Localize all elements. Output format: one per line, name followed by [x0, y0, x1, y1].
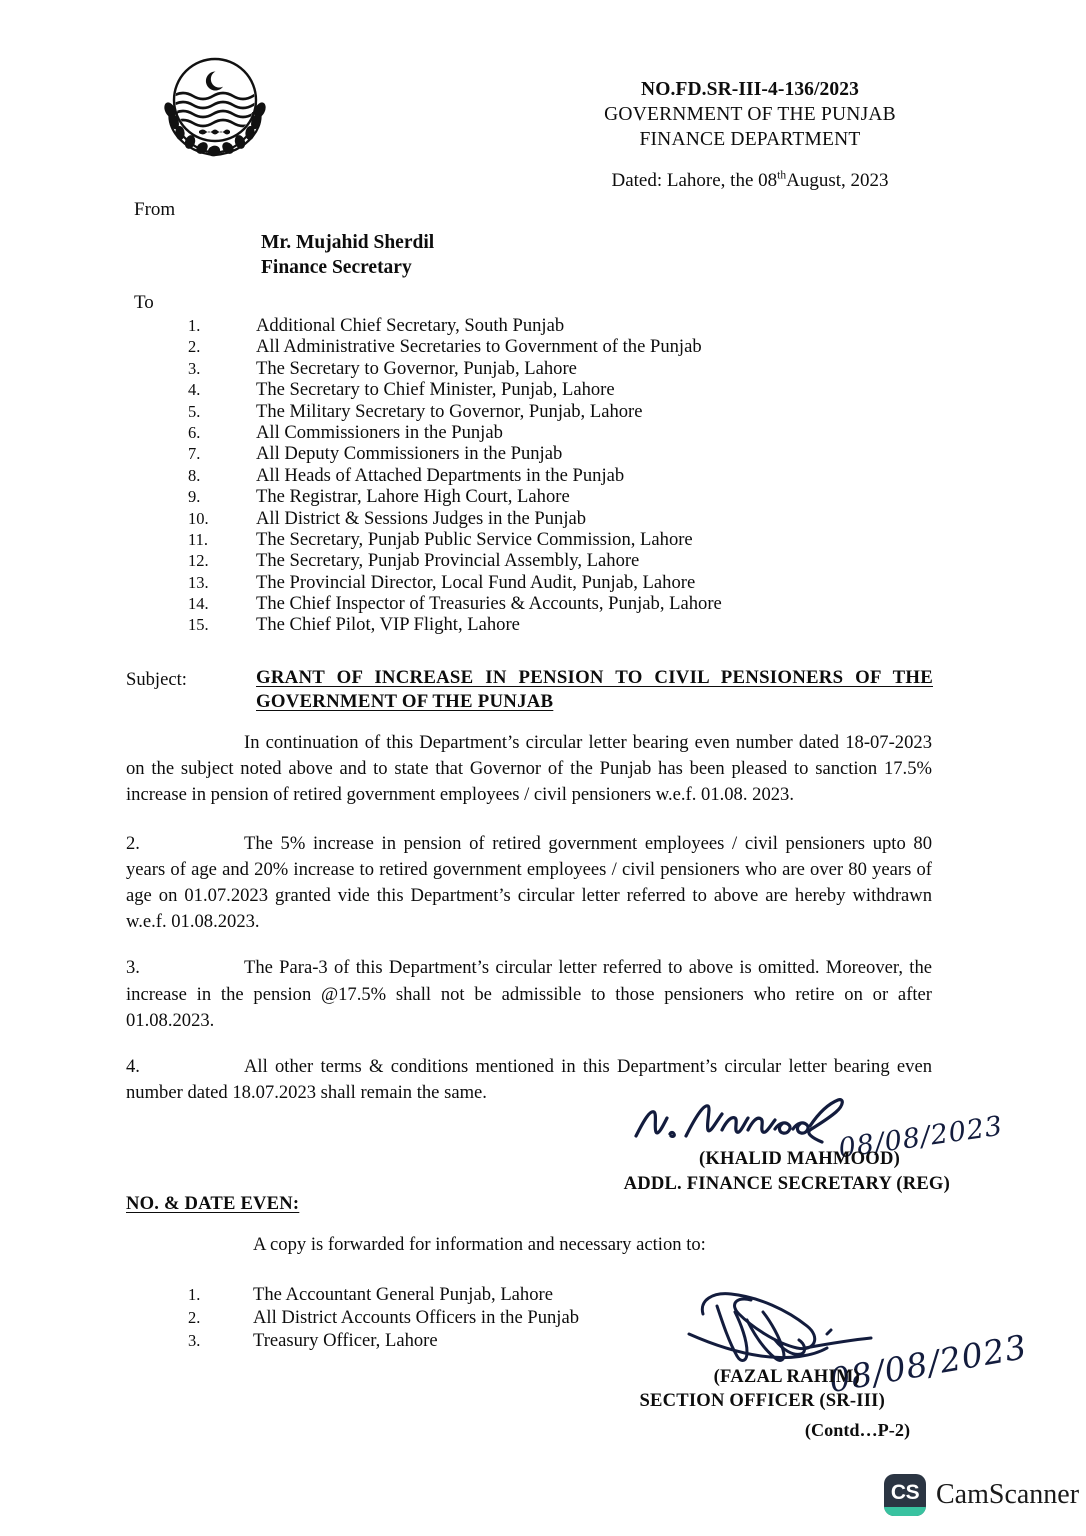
list-item-number: 4.	[188, 380, 201, 400]
paragraph-text: All other terms & conditions mentioned in this Department’s circular letter bearing even number dated 18.07.2023 shall remain the same.	[126, 1056, 932, 1104]
paragraph-3	[126, 955, 932, 1034]
subject-text	[256, 666, 933, 714]
signatory-designation: SECTION OFFICER (SR-III)	[639, 1390, 885, 1411]
paragraph-text: In continuation of this Department’s circular letter bearing even number dated 18-07-2023 on the subject noted above and to state that Governor of the Punjab has been pleased to sanction 17.5% increase in pension of retired government employees / civil pensioners w.e.f. 01.08. 2023.	[126, 732, 932, 806]
list-item-number: 14.	[188, 594, 209, 614]
paragraph-number: 3.	[126, 957, 140, 979]
reference-number: NO.FD.SR-III-4-136/2023	[641, 79, 859, 100]
list-item	[188, 312, 1008, 336]
paragraph-2	[126, 831, 932, 936]
list-item-label: All Administrative Secretaries to Government of the Punjab	[256, 336, 702, 358]
list-item-label: All Heads of Attached Departments in the Punjab	[256, 464, 625, 486]
camscanner-logo-icon	[884, 1474, 926, 1516]
camscanner-logo-bar	[884, 1507, 926, 1516]
paragraph-text: The Para-3 of this Department’s circular letter referred to above is omitted. Moreover, the increase in the pension @17.5% shall not be admissible to those pensioners who retire on or after 01.08.2023.	[126, 957, 932, 1031]
list-item	[188, 419, 1008, 443]
document-header	[470, 78, 1030, 193]
from-name: Mr. Mujahid Sherdil	[261, 232, 435, 253]
list-item-number: 13.	[188, 572, 209, 592]
date-prefix: Dated: Lahore, the 08	[611, 169, 778, 191]
list-item-label: The Provincial Director, Local Fund Audit, Punjab, Lahore	[256, 571, 696, 593]
date-ordinal: th	[777, 169, 787, 182]
list-item-number: 2.	[188, 337, 201, 357]
list-item-label: The Accountant General Punjab, Lahore	[253, 1284, 553, 1305]
list-item-label: The Secretary, Punjab Public Service Commission, Lahore	[256, 528, 693, 550]
list-item-number: 1.	[188, 316, 201, 335]
department-line: FINANCE DEPARTMENT	[639, 128, 861, 150]
list-item	[188, 398, 1008, 422]
list-item	[188, 440, 1008, 465]
handwritten-date-primary: 08/08/2023	[836, 1110, 1005, 1165]
list-item-label: All Commissioners in the Punjab	[256, 421, 503, 443]
list-item-number: 11.	[188, 529, 209, 549]
from-designation: Finance Secretary	[261, 256, 412, 278]
paragraph-text: The 5% increase in pension of retired government employees / civil pensioners upto 80 years of age and 20% increase to retired government employees / civil pensioners who are over 80 years of age on 01.07.2023 granted vide this Department’s circular letter referred to above are hereby withdrawn w.e.f. 01.08.2023.	[126, 832, 932, 933]
list-item	[188, 483, 1008, 508]
list-item-number: 10.	[188, 508, 209, 528]
list-item-label: All Deputy Commissioners in the Punjab	[256, 443, 563, 465]
subject-line-2: GOVERNMENT OF THE PUNJAB	[256, 691, 554, 712]
paragraph-1	[126, 730, 932, 809]
list-item-number: 9.	[188, 487, 201, 507]
list-item-number: 2.	[188, 1308, 201, 1328]
signatory-name: (FAZAL RAHIM)	[713, 1366, 860, 1387]
list-item-label: The Secretary to Chief Minister, Punjab, Lahore	[256, 379, 615, 401]
handwritten-date-secondary: 08/08/2023	[826, 1326, 1031, 1401]
list-item	[188, 611, 1008, 636]
list-item-number: 1.	[188, 1285, 201, 1304]
government-line: GOVERNMENT OF THE PUNJAB	[604, 103, 896, 125]
list-item-label: The Chief Pilot, VIP Flight, Lahore	[256, 614, 520, 636]
list-item-label: All District Accounts Officers in the Punjab	[253, 1307, 580, 1329]
list-item-label: The Chief Inspector of Treasuries & Accounts, Punjab, Lahore	[256, 593, 722, 615]
list-item-number: 3.	[188, 1331, 201, 1351]
list-item-number: 12.	[188, 551, 209, 571]
punjab-government-emblem-icon	[155, 52, 275, 164]
list-item	[188, 462, 1008, 486]
list-item	[188, 355, 1008, 379]
list-item	[188, 547, 1008, 572]
list-item-label: All District & Sessions Judges in the Punjab	[256, 507, 587, 529]
list-item-number: 5.	[188, 401, 201, 421]
list-item-label: The Secretary, Punjab Provincial Assembly, Lahore	[256, 550, 640, 572]
list-item	[188, 569, 1008, 593]
list-item	[188, 333, 1008, 358]
document-date	[470, 169, 1030, 193]
camscanner-label: CamScanner	[936, 1479, 1080, 1510]
document-body	[126, 730, 932, 1126]
signatory-designation: ADDL. FINANCE SECRETARY (REG)	[623, 1173, 950, 1194]
list-item-label: The Registrar, Lahore High Court, Lahore	[256, 486, 570, 508]
camscanner-watermark	[884, 1474, 1079, 1516]
list-item	[188, 526, 1008, 550]
date-suffix: August, 2023	[786, 169, 889, 191]
paragraph-number: 2.	[126, 832, 140, 854]
list-item-number: 7.	[188, 444, 201, 464]
endorsement-copy-line: A copy is forwarded for information and necessary action to:	[253, 1234, 706, 1255]
list-item-number: 8.	[188, 465, 201, 485]
list-item-label: The Military Secretary to Governor, Punjab, Lahore	[256, 400, 643, 422]
list-item	[188, 590, 1008, 615]
subject-line-1: GRANT OF INCREASE IN PENSION TO CIVIL PENSIONERS OF THE	[256, 667, 933, 688]
list-item	[188, 505, 1008, 529]
list-item-label: Additional Chief Secretary, South Punjab	[256, 315, 565, 336]
subject-label: Subject:	[126, 669, 187, 690]
camscanner-badge-text: CS	[890, 1481, 920, 1504]
list-item	[188, 376, 1008, 401]
list-item-number: 6.	[188, 422, 201, 442]
endorsement-heading: NO. & DATE EVEN:	[126, 1193, 300, 1214]
from-party	[261, 231, 434, 280]
to-label: To	[134, 292, 154, 313]
list-item-number: 15.	[188, 615, 209, 635]
list-item-label: Treasury Officer, Lahore	[253, 1330, 438, 1352]
continuation-note: (Contd…P-2)	[804, 1420, 910, 1440]
list-item-label: The Secretary to Governor, Punjab, Lahore	[256, 357, 577, 379]
list-item-number: 3.	[188, 358, 201, 378]
paragraph-number: 4.	[126, 1056, 140, 1078]
signatory-name: (KHALID MAHMOOD)	[699, 1148, 900, 1169]
from-label: From	[134, 199, 176, 220]
recipient-list	[188, 312, 1008, 636]
